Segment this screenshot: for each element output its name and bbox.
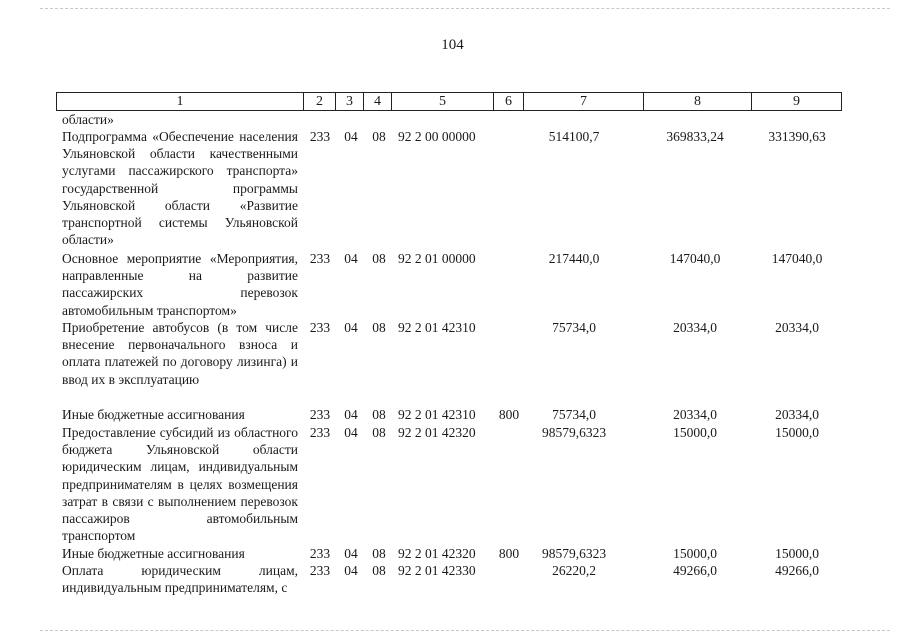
row-rz: 04: [344, 563, 358, 578]
row-col7: 26220,2: [552, 563, 596, 578]
header-col-5: 5: [391, 93, 493, 110]
row-col9: 331390,63: [768, 129, 826, 144]
row-col7: 75734,0: [552, 407, 596, 422]
row-pr: 08: [372, 129, 386, 144]
row-col7: 98579,6323: [541, 425, 607, 440]
row-col9: 20334,0: [775, 407, 819, 422]
header-col-4: 4: [363, 93, 391, 110]
row-name: Оплата юридическим лицам, индивидуальным предпринимателям, с: [62, 563, 298, 596]
header-col-7: 7: [523, 93, 643, 110]
row-grbs: 233: [309, 129, 331, 144]
row-pr: 08: [372, 425, 386, 440]
row-cs: 92 2 01 42310: [398, 407, 476, 422]
row-col8: 15000,0: [673, 425, 717, 440]
row-col8: 147040,0: [669, 251, 721, 266]
row-rz: 04: [344, 320, 358, 335]
row-cs: 92 2 00 00000: [398, 129, 476, 144]
row-vr: 800: [498, 407, 520, 422]
row-cs: 92 2 01 42330: [398, 563, 476, 578]
row-pr: 08: [372, 546, 386, 561]
row-name: области»: [62, 112, 114, 127]
row-grbs: 233: [309, 425, 331, 440]
header-col-3: 3: [335, 93, 363, 110]
row-rz: 04: [344, 407, 358, 422]
row-col8: 369833,24: [666, 129, 724, 144]
row-name: Подпрограмма «Обеспечение населения Ульяновской области качественными услугами пассажирского транспорта» государственной программы Ульяновской области «Развитие транспортной системы Ульяновской области»: [62, 129, 298, 248]
row-name: Предоставление субсидий из областного бюджета Ульяновской области юридическим лицам, индивидуальным предпринимателям в целях возмещения затрат в связи с выполнением перевозок пассажиров автомобильным транспортом: [62, 425, 298, 544]
row-rz: 04: [344, 129, 358, 144]
row-grbs: 233: [309, 251, 331, 266]
row-cs: 92 2 01 42320: [398, 425, 476, 440]
row-rz: 04: [344, 251, 358, 266]
scan-artifact-top: [40, 8, 890, 10]
row-name: Основное мероприятие «Мероприятия, направленные на развитие пассажирских перевозок автомобильным транспортом»: [62, 251, 298, 318]
row-pr: 08: [372, 251, 386, 266]
row-col8: 20334,0: [673, 407, 717, 422]
row-col9: 147040,0: [771, 251, 823, 266]
header-col-9: 9: [751, 93, 841, 110]
row-name: Приобретение автобусов (в том числе внесение первоначального взноса и оплата платежей по договору лизинга) и ввод их в эксплуатацию: [62, 320, 298, 387]
row-grbs: 233: [309, 546, 331, 561]
row-cs: 92 2 01 42310: [398, 320, 476, 335]
header-col-1: 1: [176, 94, 184, 109]
row-pr: 08: [372, 407, 386, 422]
row-col8: 15000,0: [673, 546, 717, 561]
table-header: [56, 92, 842, 111]
row-col7: 75734,0: [552, 320, 596, 335]
row-cs: 92 2 01 42320: [398, 546, 476, 561]
row-pr: 08: [372, 320, 386, 335]
row-col7: 217440,0: [548, 251, 600, 266]
row-rz: 04: [344, 546, 358, 561]
row-grbs: 233: [309, 320, 331, 335]
header-col-8: 8: [643, 93, 751, 110]
row-col9: 20334,0: [775, 320, 819, 335]
row-name: Иные бюджетные ассигнования: [62, 407, 245, 422]
header-col-6: 6: [493, 93, 523, 110]
row-col9: 15000,0: [775, 425, 819, 440]
row-grbs: 233: [309, 407, 331, 422]
row-rz: 04: [344, 425, 358, 440]
row-cs: 92 2 01 00000: [398, 251, 476, 266]
row-col8: 20334,0: [673, 320, 717, 335]
row-col8: 49266,0: [673, 563, 717, 578]
header-col-2: 2: [303, 93, 335, 110]
row-col7: 98579,6323: [541, 546, 607, 561]
page-number: 104: [441, 37, 464, 53]
row-col9: 49266,0: [775, 563, 819, 578]
row-grbs: 233: [309, 563, 331, 578]
row-name: Иные бюджетные ассигнования: [62, 546, 245, 561]
scan-artifact-bottom: [40, 630, 890, 632]
row-col9: 15000,0: [775, 546, 819, 561]
row-pr: 08: [372, 563, 386, 578]
row-col7: 514100,7: [548, 129, 600, 144]
row-vr: 800: [498, 546, 520, 561]
